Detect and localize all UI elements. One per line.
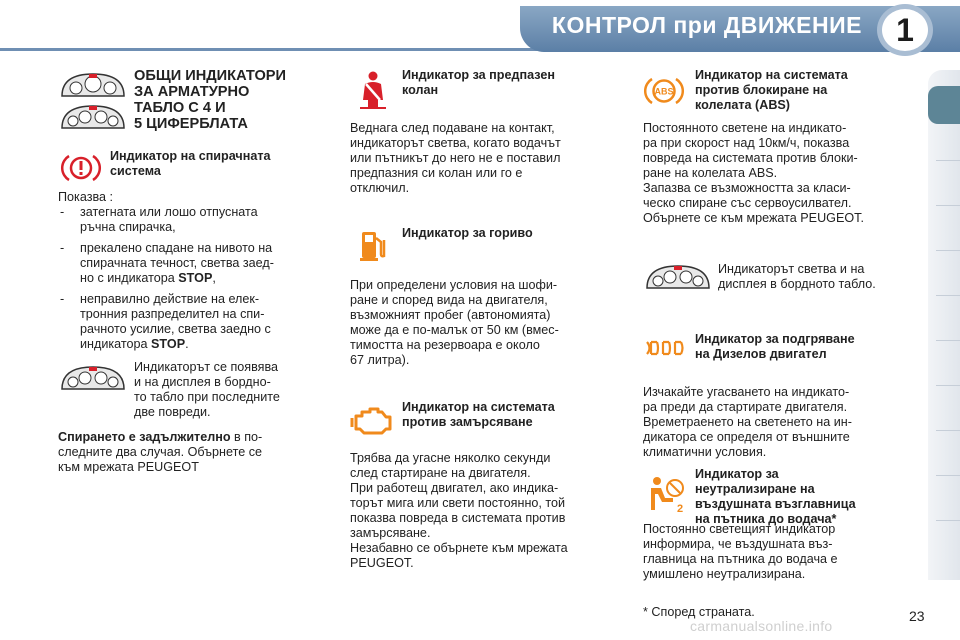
page-header	[0, 0, 960, 58]
tab-divider	[936, 340, 960, 341]
heading-line: система	[110, 164, 161, 178]
airbag-body: Постоянно светещият индикатор информира, че въздушната въз- главница на пътника до водача е умишлено неутрализирана.	[643, 522, 838, 581]
glow-heading: Индикатор за подгряване на Дизелов двигател	[695, 332, 855, 361]
page-title: КОНТРОЛ при ДВИЖЕНИЕ	[551, 12, 862, 38]
brake-stop-warning: Спирането е задължително в по- следните два случая. Обърнете се към мрежата PEUGEOT	[58, 430, 263, 474]
tab-divider	[936, 205, 960, 206]
brake-bullet-list	[58, 205, 318, 358]
chapter-badge	[877, 4, 933, 56]
abs-icon	[643, 75, 685, 107]
instrument-cluster-icon	[58, 70, 128, 100]
tab-divider	[936, 520, 960, 521]
active-chapter-tab[interactable]	[928, 86, 960, 124]
footnote: * Според страната.	[643, 605, 755, 619]
brake-intro: Показва :	[58, 190, 114, 204]
fuel-body: При определени условия на шофи- ране и според вида на двигателя, възможният пробег (автономията) може да е по-малък от 50 км (вмес- тимостта на резервоара е около 67 литра).	[350, 278, 559, 367]
title-line: ЗА АРМАТУРНО	[134, 84, 250, 100]
fuel-pump-icon	[358, 228, 388, 262]
airbag-heading: Индикатор за неутрализиране на въздушната възглавница на пътника до водача*	[695, 467, 856, 526]
title-line: 5 ЦИФЕРБЛАТА	[134, 116, 248, 132]
chapter-number: 1	[896, 11, 914, 48]
list-item: - затегната или лошо отпусната ръчна спирачка,	[58, 205, 318, 235]
seatbelt-icon	[356, 70, 390, 110]
instrument-cluster-icon	[58, 102, 128, 132]
abs-heading: Индикатор на системата против блокиране на колелата (ABS)	[695, 68, 848, 112]
glow-body: Изчакайте угасването на индикато- ра преди да стартирате двигателя. Времетраенето на светенето на ин- дикатора се определя от външните климатични условия.	[643, 385, 852, 459]
fuel-heading: Индикатор за гориво	[402, 226, 533, 240]
instrument-cluster-icon	[58, 363, 128, 393]
tab-divider	[936, 475, 960, 476]
brake-heading	[110, 149, 271, 179]
tab-divider	[936, 250, 960, 251]
tab-divider	[936, 295, 960, 296]
chapter-tabs	[928, 70, 960, 580]
tab-divider	[936, 385, 960, 386]
instrument-cluster-icon	[643, 262, 713, 292]
section-title	[134, 68, 286, 132]
list-item: - прекалено спадане на нивото на спирачната течност, светва заед- но с индикатора STOP,	[58, 241, 318, 286]
list-item: - неправилно действие на елек- тронния разпределител на спи- рачното усилие, светва заедно с индикатора STOP.	[58, 292, 318, 352]
engine-heading: Индикатор на системата против замърсяване	[402, 400, 555, 429]
airbag-off-icon-number: 2	[676, 503, 684, 514]
seatbelt-body: Веднага след подаване на контакт, индикаторът светва, когато водачът или пътникът до него не е поставил предпазния си колан или го е отключил.	[350, 121, 561, 195]
title-line: ТАБЛО С 4 И	[134, 100, 226, 116]
airbag-off-icon	[643, 474, 689, 514]
tab-divider	[936, 430, 960, 431]
abs-body: Постоянното светене на индикато- ра при скорост над 10км/ч, показва повреда на системата против блоки- ране на колелата ABS. Запазва се възможността за класи- ческо спиране със сервоусилвател. Обърнете се към мрежата PEUGEOT.	[643, 121, 864, 225]
seatbelt-heading: Индикатор за предпазен колан	[402, 68, 555, 97]
glow-plug-icon	[643, 338, 687, 358]
abs-dashboard-note: Индикаторът светва и на дисплея в бордното табло.	[718, 262, 876, 291]
tab-divider	[936, 160, 960, 161]
watermark: carmanualsonline.info	[690, 618, 833, 634]
page-number: 23	[909, 608, 925, 624]
engine-body: Трябва да угасне няколко секунди след стартиране на двигателя. При работещ двигател, ако индика- торът мига или свети постоянно, той показва повреда в системата против замърсяване. Незабавно се обърнете към мрежата PEUGEOT.	[350, 451, 568, 570]
brake-dashboard-note: Индикаторът се появява и на дисплея в бордно- то табло при последните две повреди.	[134, 360, 280, 419]
brake-warning-icon	[60, 152, 102, 184]
title-line: ОБЩИ ИНДИКАТОРИ	[134, 68, 287, 84]
heading-line: Индикатор на спирачната	[110, 149, 271, 163]
abs-icon-label: ABS	[654, 86, 674, 97]
engine-check-icon	[350, 404, 394, 438]
